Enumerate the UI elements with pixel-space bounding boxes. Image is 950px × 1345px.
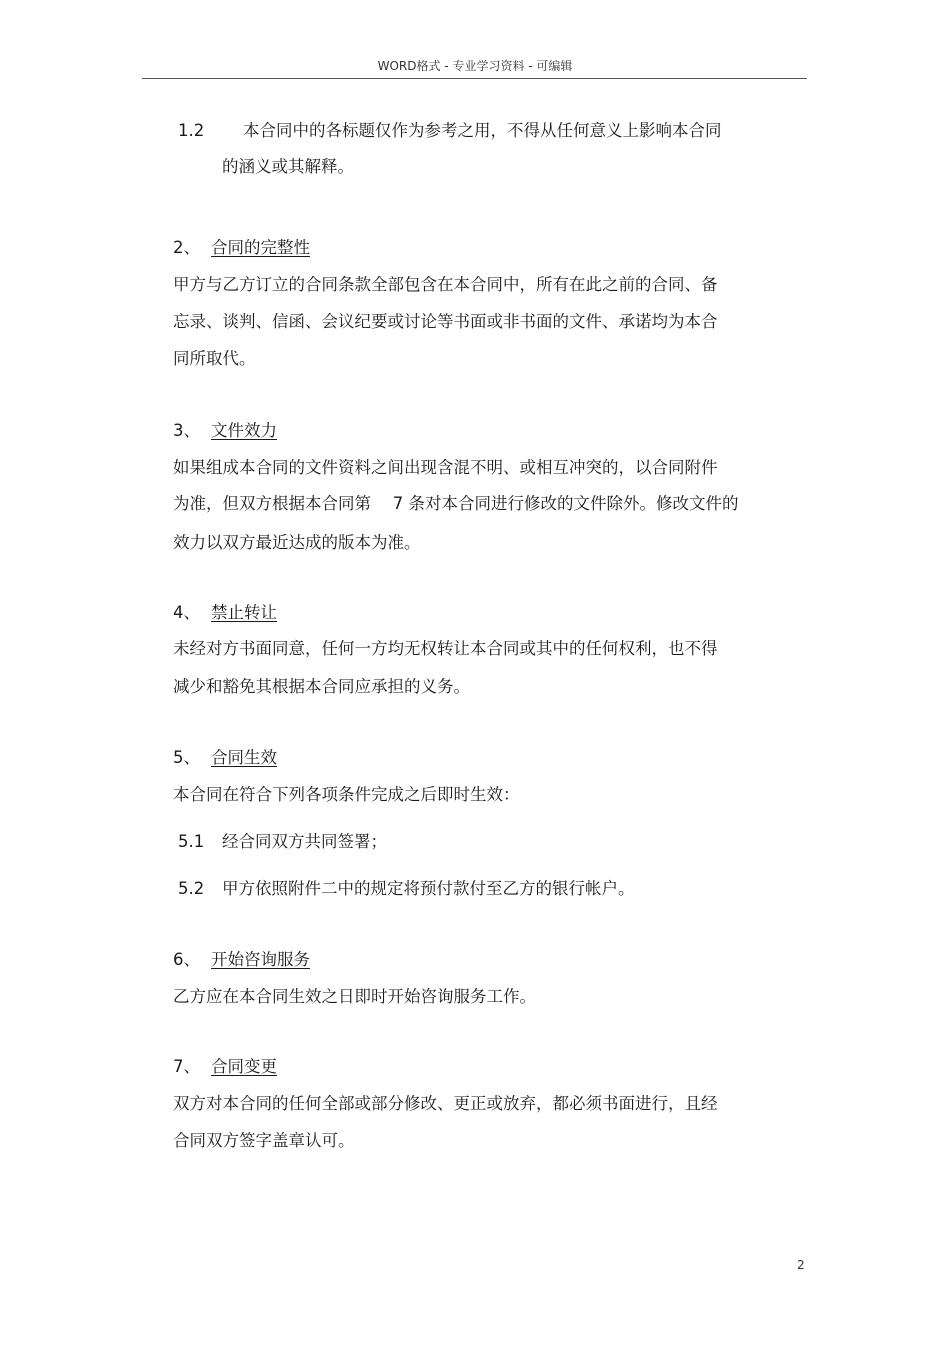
section-title: 合同变更: [211, 1057, 277, 1076]
item-text: 甲方依照附件二中的规定将预付款付至乙方的银行帐户。: [222, 879, 635, 898]
section-number: 5、: [173, 748, 200, 767]
section-heading: [173, 1057, 277, 1077]
item-text: 经合同双方共同签署；: [222, 832, 387, 851]
page-header: WORD格式 - 专业学习资料 - 可编辑: [377, 59, 573, 73]
section-number: 3、: [173, 421, 200, 440]
section-number: 4、: [173, 603, 200, 622]
paragraph-line: 为准，但双方根据本合同第 7 条对本合同进行修改的文件除外。修改文件的: [173, 494, 739, 513]
page-number: 2: [797, 1258, 805, 1272]
section-title: 开始咨询服务: [211, 950, 310, 969]
section-number: 7、: [173, 1057, 200, 1076]
section-title: 禁止转让: [211, 603, 277, 622]
paragraph-line: 同所取代。: [173, 349, 256, 368]
section-heading: [173, 238, 310, 258]
paragraph-line: 本合同在符合下列各项条件完成之后即时生效：: [173, 785, 520, 804]
paragraph-line: 乙方应在本合同生效之日即时开始咨询服务工作。: [173, 987, 536, 1006]
section-heading: [173, 748, 277, 768]
section-title: 文件效力: [211, 421, 277, 440]
list-item: [178, 832, 387, 852]
list-item: [178, 879, 635, 899]
section-title: 合同生效: [211, 748, 277, 767]
paragraph-line: 甲方与乙方订立的合同条款全部包含在本合同中，所有在此之前的合同、备: [173, 275, 718, 294]
section-heading: [173, 603, 277, 623]
clause-number: 1.2: [178, 121, 205, 140]
section-title: 合同的完整性: [211, 238, 310, 257]
paragraph-line: 效力以双方最近达成的版本为准。: [173, 533, 421, 552]
paragraph-line: 如果组成本合同的文件资料之间出现含混不明、或相互冲突的，以合同附件: [173, 458, 718, 477]
clause-1-2: [178, 121, 722, 141]
item-number: 5.1: [178, 832, 205, 851]
section-number: 6、: [173, 950, 200, 969]
section-heading: [173, 421, 277, 441]
paragraph-line: 合同双方签字盖章认可。: [173, 1131, 355, 1150]
paragraph-line: 减少和豁免其根据本合同应承担的义务。: [173, 677, 470, 696]
clause-text: 本合同中的各标题仅作为参考之用，不得从任何意义上影响本合同: [243, 121, 722, 140]
paragraph-line: 双方对本合同的任何全部或部分修改、更正或放弃，都必须书面进行，且经: [173, 1094, 718, 1113]
item-number: 5.2: [178, 879, 205, 898]
clause-text-continued: 的涵义或其解释。: [222, 157, 354, 176]
section-number: 2、: [173, 238, 200, 257]
section-heading: [173, 950, 310, 970]
header-divider: [142, 78, 807, 79]
paragraph-line: 忘录、谈判、信函、会议纪要或讨论等书面或非书面的文件、承诺均为本合: [173, 312, 718, 331]
paragraph-line: 未经对方书面同意，任何一方均无权转让本合同或其中的任何权利，也不得: [173, 639, 718, 658]
